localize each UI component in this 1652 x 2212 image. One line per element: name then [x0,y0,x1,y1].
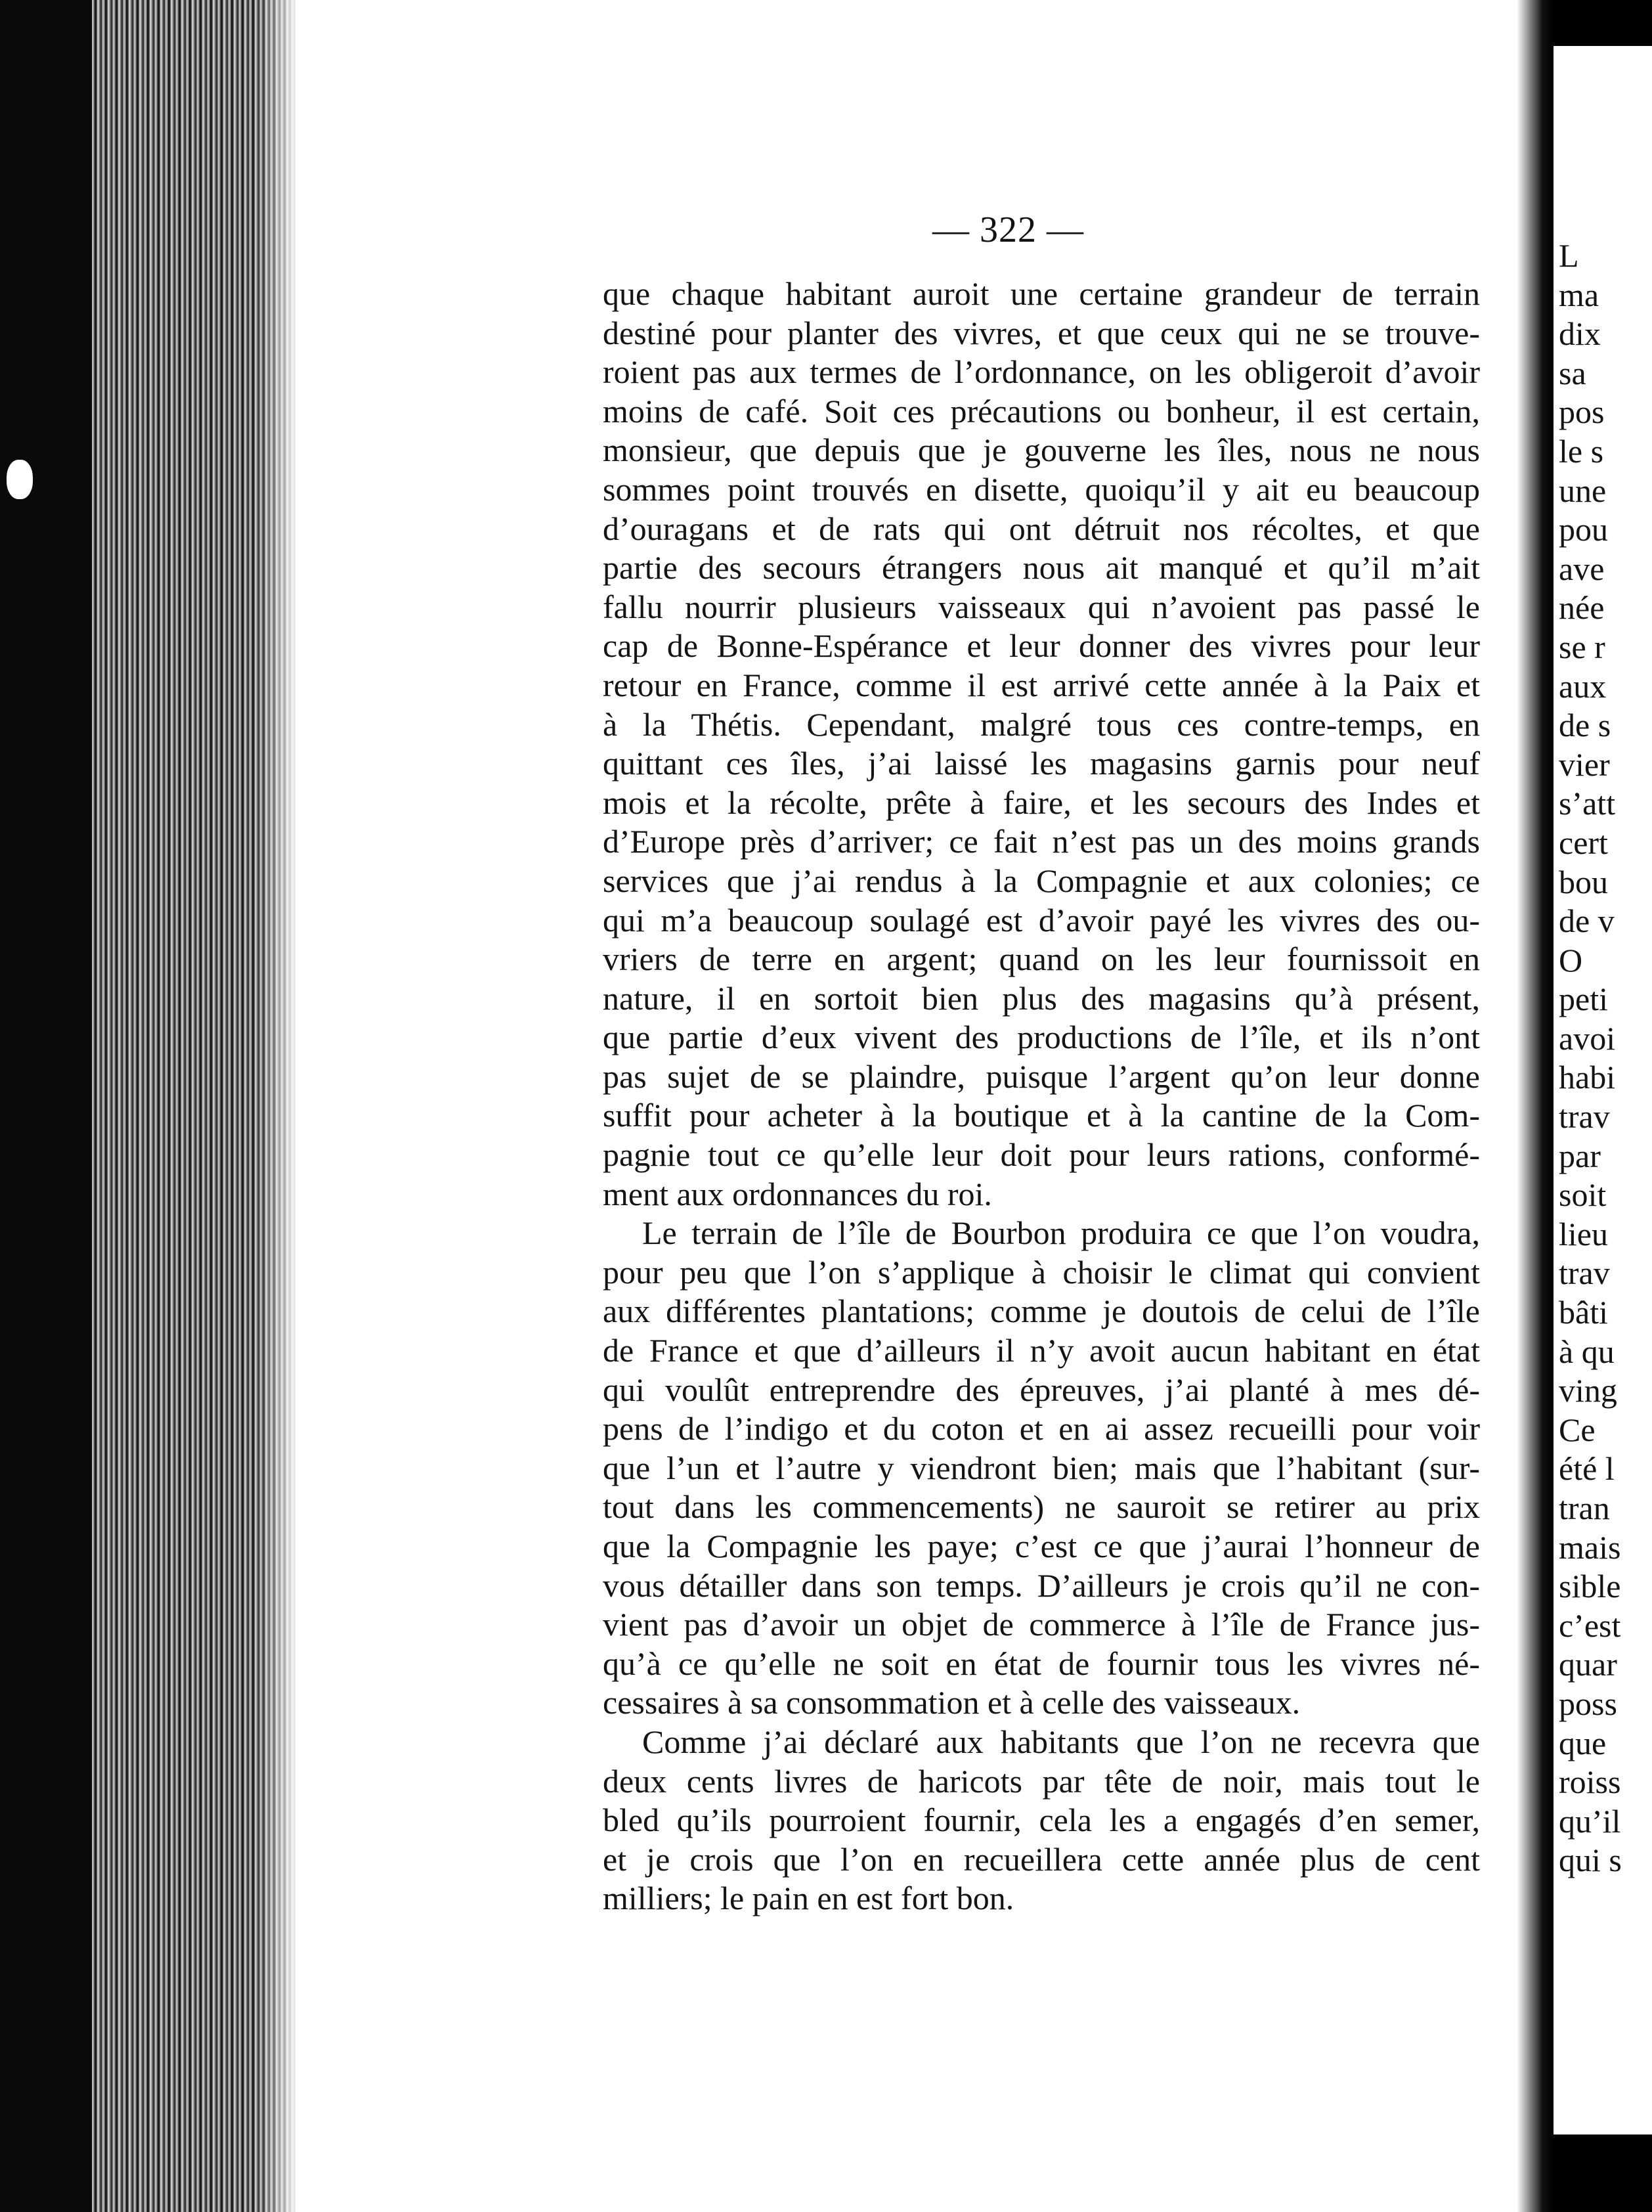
text-line: Le terrain de l’île de Bourbon produira ce que l’on voudra, [642,1214,1480,1252]
facing-page-line: née [1559,589,1605,627]
facing-page-line: une [1559,472,1607,509]
facing-page-line: été l [1559,1450,1615,1488]
text-line: nature, il en sortoit bien plus des magasins qu’à présent, [603,979,1480,1017]
text-line: ment aux ordonnances du roi. [603,1175,992,1212]
text-line: cap de Bonne-Espérance et leur donner des vivres pour leur [603,627,1480,665]
gutter-shadow-bottom [1554,2135,1652,2212]
text-line: partie des secours étrangers nous ait manqué et qu’il m’ait [603,549,1480,586]
text-line: de France et que d’ailleurs il n’y avoit aucun habitant en état [603,1332,1480,1369]
facing-page-line: habi [1559,1059,1616,1096]
facing-page-line: peti [1559,981,1608,1018]
facing-page-line: mais [1559,1528,1621,1566]
text-line: à la Thétis. Cependant, malgré tous ces contre-temps, en [603,705,1480,743]
facing-page-line: pos [1559,393,1605,431]
edge-spot [7,460,33,499]
page-number: — 322 — [932,210,1084,250]
text-line: monsieur, que depuis que je gouverne les îles, nous ne nous [603,431,1480,469]
text-line: fallu nourrir plusieurs vaisseaux qui n’avoient pas passé le [603,588,1480,625]
edge-fade [256,0,295,2212]
text-line: destiné pour planter des vivres, et que ceux qui ne se trouve- [603,314,1480,351]
facing-page-line: pou [1559,511,1608,548]
facing-page-line: O [1559,941,1583,979]
facing-page-line: quar [1559,1646,1617,1683]
text-line: pens de l’indigo et du coton et en ai assez recueilli pour voir [603,1410,1480,1448]
facing-page-line: de s [1559,707,1611,744]
text-line: milliers; le pain en est fort bon. [603,1880,1014,1917]
paragraph [603,1214,1480,1723]
text-line: et je crois que l’on en recueillera cette année plus de cent [603,1840,1480,1878]
facing-page-line: poss [1559,1685,1617,1722]
text-line: sommes point trouvés en disette, quoiqu’il y ait eu beaucoup [603,470,1480,508]
facing-page-line: le s [1559,432,1604,470]
facing-page-line: dix [1559,315,1601,353]
page-body-text [603,275,1480,1918]
text-line: bled qu’ils pourroient fournir, cela les a engagés d’en semer, [603,1802,1480,1839]
facing-page-line: qu’il [1559,1802,1621,1840]
facing-page-line: c’est [1559,1606,1621,1644]
facing-page-line: roiss [1559,1763,1621,1801]
facing-page-line: vier [1559,745,1610,783]
text-line: mois et la récolte, prête à faire, et les secours des Indes et [603,784,1480,821]
facing-page-line: aux [1559,667,1607,705]
facing-page-line: se r [1559,628,1605,665]
text-line: d’Europe près d’arriver; ce fait n’est pas un des moins grands [603,823,1480,860]
facing-page-line: qui s [1559,1842,1622,1879]
text-line: vriers de terre en argent; quand on les leur fournissoit en [603,940,1480,978]
paragraph [603,1723,1480,1918]
text-line: que la Compagnie les paye; c’est ce que j’aurai l’honneur de [603,1528,1480,1564]
text-line: qu’à ce qu’elle ne soit en état de fournir tous les vivres né- [603,1645,1480,1682]
text-line: d’ouragans et de rats qui ont détruit nos récoltes, et que [603,510,1480,547]
facing-page-fragment [1554,236,1652,1880]
text-line: vous détailler dans son temps. D’ailleurs je crois qu’il ne con- [603,1566,1480,1604]
text-line: Comme j’ai déclaré aux habitants que l’on ne recevra que [642,1723,1480,1760]
text-line: pour peu que l’on s’applique à choisir le climat qui convient [603,1253,1480,1291]
text-line: pas sujet de se plaindre, puisque l’argent qu’on leur donne [603,1057,1480,1095]
text-line: deux cents livres de haricots par tête de noir, mais tout le [603,1762,1480,1800]
facing-page-line: tran [1559,1490,1610,1526]
gutter-shadow-top [1554,0,1652,46]
text-line: suffit pour acheter à la boutique et à la cantine de la Com- [603,1097,1480,1134]
text-line: tout dans les commencements) ne sauroit se retirer au prix [603,1488,1480,1526]
text-line: roient pas aux termes de l’ordonnance, on les obligeroit d’avoir [603,353,1480,391]
facing-page-line: bâti [1559,1294,1608,1331]
facing-page-line: soit [1559,1176,1607,1214]
text-line: pagnie tout ce qu’elle leur doit pour leurs rations, conformé- [603,1136,1480,1174]
text-line: retour en France, comme il est arrivé cette année à la Paix et [603,666,1480,703]
text-line: vient pas d’avoir un objet de commerce à l’île de France jus- [603,1606,1480,1643]
facing-page-line: sa [1559,354,1586,391]
text-line: qui voulût entreprendre des épreuves, j’ai planté à mes dé- [603,1371,1480,1408]
book-spine-shadow [0,0,92,2212]
facing-page-line: avoi [1559,1019,1616,1057]
text-line: que partie d’eux vivent des productions de l’île, et ils n’ont [603,1019,1480,1056]
facing-page-line: trav [1559,1254,1610,1292]
text-line: services que j’ai rendus à la Compagnie et aux colonies; ce [603,862,1480,899]
book-page-edge [0,0,295,2212]
facing-page-line: ving [1559,1372,1617,1409]
text-line: que chaque habitant auroit une certaine grandeur de terrain [603,275,1480,312]
facing-page-line: trav [1559,1098,1610,1136]
facing-page-line: cert [1559,824,1608,861]
text-line: cessaires à sa consommation et à celle des vaisseaux. [603,1684,1301,1721]
text-line: aux différentes plantations; comme je doutois de celui de l’île [603,1293,1480,1330]
text-line: qui m’a beaucoup soulagé est d’avoir payé les vivres des ou- [603,901,1480,939]
facing-page-line: Ce [1559,1411,1596,1448]
text-line: quittant ces îles, j’ai laissé les magasins garnis pour neuf [603,745,1480,782]
facing-page-line: L [1559,237,1579,274]
facing-page-line: s’att [1559,785,1616,822]
facing-page-line: de v [1559,902,1615,940]
facing-page-line: lieu [1559,1215,1608,1252]
paragraph [603,275,1480,1214]
book-gutter [1517,0,1554,2212]
facing-page-line: bou [1559,863,1608,900]
facing-page-line: ave [1559,550,1605,587]
facing-page-line: que [1559,1724,1607,1761]
text-line: que l’un et l’autre y viendront bien; mais que l’habitant (sur- [603,1449,1480,1486]
facing-page-line: sible [1559,1568,1621,1605]
facing-page-line: par [1559,1137,1601,1174]
facing-page-line: ma [1559,276,1599,313]
facing-page-line: à qu [1559,1333,1615,1370]
text-line: moins de café. Soit ces précautions ou bonheur, il est certain, [603,392,1480,430]
